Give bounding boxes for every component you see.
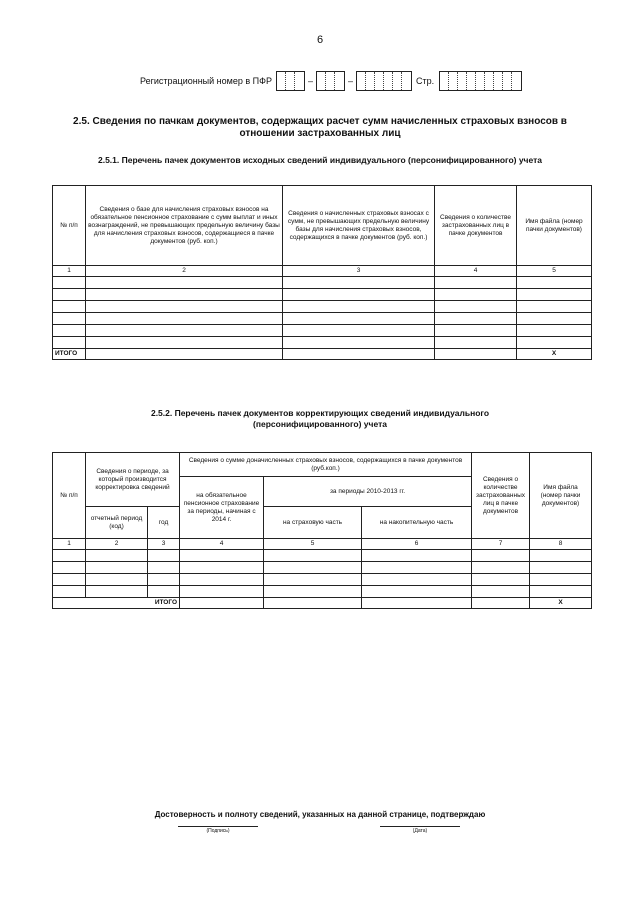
col-number: 4 — [435, 266, 517, 277]
table-row — [53, 586, 592, 598]
col-header-from-2014: на обязательное пенсионное страхование за периоды, начиная с 2014 г. — [180, 477, 264, 539]
reg-number-boxes-1 — [276, 71, 305, 91]
page-number: 6 — [316, 34, 324, 46]
dash: – — [307, 76, 313, 86]
total-row — [53, 598, 592, 609]
col-number: 4 — [180, 539, 264, 550]
total-label: ИТОГО — [53, 349, 86, 360]
table-row — [53, 301, 592, 313]
col-number: 3 — [283, 266, 435, 277]
col-number: 2 — [86, 539, 148, 550]
col-header-2010-2013: за периоды 2010-2013 гг. — [264, 477, 472, 507]
table-row — [53, 289, 592, 301]
col-header-accrued: Сведения о начисленных страховых взносах с сумм, не превышающих предельную величину базы для начисления страховых взносов, содержащихся в пачке документов (руб. коп.) — [283, 186, 435, 266]
col-number: 1 — [53, 539, 86, 550]
total-mark: Х — [530, 598, 592, 609]
table-2-5-2 — [52, 452, 592, 609]
signature-caption: (Подпись) — [206, 828, 230, 834]
col-number: 5 — [517, 266, 592, 277]
dash: – — [347, 76, 353, 86]
table-2-5-1 — [52, 185, 592, 360]
col-number: 8 — [530, 539, 592, 550]
certification-text: Достоверность и полноту сведений, указанных на данной странице, подтверждаю — [154, 810, 486, 819]
col-number: 2 — [86, 266, 283, 277]
total-label: ИТОГО — [53, 598, 180, 609]
table-row — [53, 550, 592, 562]
col-number: 5 — [264, 539, 362, 550]
registration-row — [140, 70, 522, 92]
col-number: 3 — [148, 539, 180, 550]
section-2-5-1-title: 2.5.1. Перечень пачек документов исходных сведений индивидуального (персонифицированного) учета — [97, 155, 543, 165]
col-header-num: № п/п — [53, 453, 86, 539]
table-header-row — [53, 453, 592, 477]
table-row — [53, 325, 592, 337]
reg-number-boxes-2 — [316, 71, 345, 91]
table-row — [53, 337, 592, 349]
col-header-count: Сведения о количестве застрахованных лиц в пачке документов — [435, 186, 517, 266]
column-number-row — [53, 266, 592, 277]
col-header-filename: Имя файла (номер пачки документов) — [517, 186, 592, 266]
total-row — [53, 349, 592, 360]
col-header-num: № п/п — [53, 186, 86, 266]
col-number: 1 — [53, 266, 86, 277]
table-row — [53, 574, 592, 586]
page-number-boxes — [439, 71, 522, 91]
col-header-sums: Сведения о сумме доначисленных страховых взносов, содержащихся в пачке документов (руб.коп.) — [180, 453, 472, 477]
col-header-count: Сведения о количестве застрахованных лиц в пачке документов — [472, 453, 530, 539]
table-row — [53, 562, 592, 574]
col-header-base: Сведения о базе для начисления страховых взносов на обязательное пенсионное страхование с сумм выплат и иных вознаграждений, не превышающих предельную величину базы для начисления страховых взносов, содержащиеся в пачке документов (руб. коп.) — [86, 186, 283, 266]
section-2-5-2-title: 2.5.2. Перечень пачек документов корректирующих сведений индивидуального (персонифицированного) учета — [150, 408, 490, 429]
col-header-insurance: на страховую часть — [264, 507, 362, 539]
section-2-5-title: 2.5. Сведения по пачкам документов, содержащих расчет сумм начисленных страховых взносов в отношении застрахованных лиц — [73, 116, 567, 139]
table-header-row — [53, 186, 592, 266]
column-number-row — [53, 539, 592, 550]
reg-number-boxes-3 — [356, 71, 412, 91]
date-line — [380, 826, 460, 827]
date-caption: (Дата) — [412, 828, 428, 834]
col-header-year: год — [148, 507, 180, 539]
col-number: 7 — [472, 539, 530, 550]
table-row — [53, 313, 592, 325]
signature-line — [178, 826, 258, 827]
col-header-period: Сведения о периоде, за который производится корректировка сведений — [86, 453, 180, 507]
page-label: Стр. — [415, 76, 435, 86]
col-number: 6 — [362, 539, 472, 550]
col-header-period-code: отчетный период (код) — [86, 507, 148, 539]
col-header-filename: Имя файла (номер пачки документов) — [530, 453, 592, 539]
total-mark: Х — [517, 349, 592, 360]
table-row — [53, 277, 592, 289]
col-header-funded: на накопительную часть — [362, 507, 472, 539]
reg-number-label: Регистрационный номер в ПФР — [140, 76, 272, 86]
